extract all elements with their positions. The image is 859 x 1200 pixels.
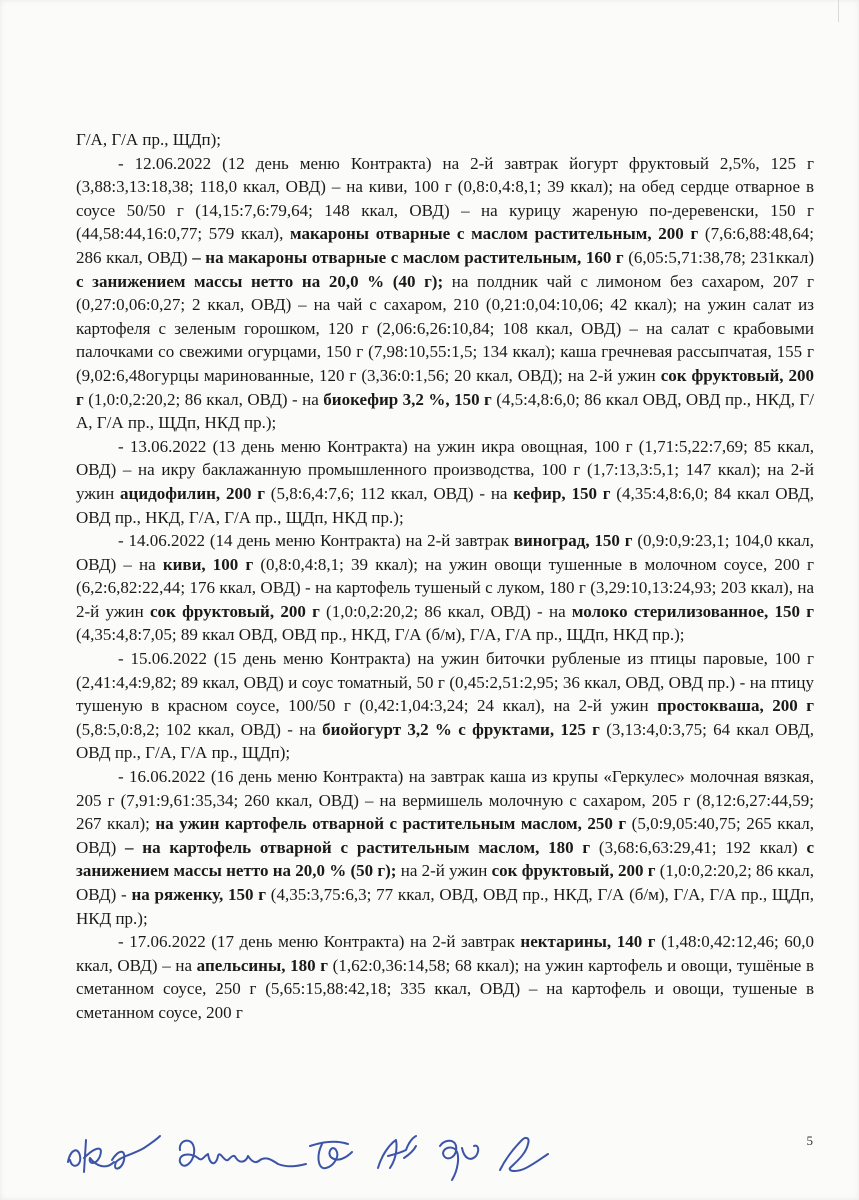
paragraph <box>76 930 814 1024</box>
bold-text-run: биокефир 3,2 %, 150 г <box>323 389 492 409</box>
bold-text-run: – на макароны отварные с маслом растительным, 160 г <box>192 247 624 267</box>
bold-text-run: – на картофель отварной с растительным маслом, 180 г <box>125 837 591 857</box>
bold-text-run: апельсины, 180 г <box>196 955 328 975</box>
text-run: - 17.06.2022 (17 день меню Контракта) на 2-й завтрак <box>118 932 521 952</box>
bold-text-run: на ряженку, 150 г <box>131 885 267 904</box>
text-run: (4,5:4,8:6,0; 86 ккал ОВД, ОВД пр., НКД, Г/А, Г/А пр., ЩДп, НКД пр.); <box>76 389 814 433</box>
bold-text-run: биойогурт 3,2 % с фруктами, 125 г <box>322 719 600 739</box>
paragraph <box>76 128 814 152</box>
signature-1 <box>68 1136 160 1172</box>
text-run: (0,9:0,9:23,1; 104,0 ккал, ОВД) – на <box>76 531 815 574</box>
text-run: (4,35:3,75:6,3; 77 ккал, ОВД, ОВД пр., НКД, Г/А (б/м), Г/А, Г/А пр., ЩДп, НКД пр.); <box>76 885 814 928</box>
text-run: - 16.06.2022 (16 день меню Контракта) на завтрак каша из крупы «Геркулес» молочная вязкая, 205 г (7,91:9,61:35,34; 260 ккал, ОВД) – на вермишель молочную с сахаром, 205 г (8,12:6,27:44,59; 267 ккал); <box>76 767 814 834</box>
text-run: на полдник чай с лимоном без сахаром, 207 г (0,27:0,06:0,27; 2 ккал, ОВД) – на чай с сахаром, 210 (0,21:0,04:10,06; 42 ккал); на ужин салат из картофеля с зеленым горошком, 120 г (2,06:6,26:10,84; 108 ккал, ОВД) – на салат с крабовыми палочками со свежими огурцами, 150 г (7,98:10,55:1,5; 134 ккал); каша гречневая рассыпчатая, 155 г (9,02:6,48огурцы маринованные, 120 г (3,36:0:1,56; 20 ккал, ОВД); на 2-й ужин <box>76 271 814 385</box>
page-number: 5 <box>806 1133 813 1148</box>
signatures-area <box>60 1110 620 1190</box>
bold-text-run: на ужин картофель отварной с растительным маслом, 250 г <box>155 814 627 834</box>
text-run: (5,0:9,05:40,75; 265 ккал, ОВД) <box>76 814 814 857</box>
document-body <box>76 128 814 1025</box>
text-run: (6,05:5,71:38,78; 231ккал) <box>623 247 814 267</box>
text-run: Г/А, Г/А пр., ЩДп); <box>76 130 221 149</box>
signature-6 <box>500 1138 548 1171</box>
bold-text-run: виноград, 150 г <box>513 531 633 551</box>
text-run: - 12.06.2022 (12 день меню Контракта) на 2-й завтрак йогурт фруктовый 2,5%, 125 г (3,88:3,13:18,38; 118,0 ккал, ОВД) – на киви, 100 г (0,8:0,4:8,1; 39 ккал); на обед сердце отварное в соусе 50/50 г (14,15:7,6:79,64; 148 ккал, ОВД) – на курицу жареную по-деревенски, 150 г (44,58:44,16:0,77; 579 ккал), <box>76 153 814 244</box>
text-run: - 13.06.2022 (13 день меню Контракта) на ужин икра овощная, 100 г (1,71:5,22:7,69; 85 ккал, ОВД) – на икру баклажанную промышленного производства, 100 г (1,7:13,3:5,1; 147 ккал); на 2-й ужин <box>76 436 814 503</box>
paragraph <box>76 765 814 930</box>
text-run: (3,68:6,63:29,41; 192 ккал) <box>590 837 807 857</box>
paragraph <box>76 435 814 529</box>
bold-text-run: с занижением массы нетто на 20,0 % (40 г); <box>76 271 444 291</box>
bold-text-run: киви, 100 г <box>162 554 254 574</box>
bold-text-run: сок фруктовый, 200 г <box>76 365 814 409</box>
text-run: (1,48:0,42:12,46; 60,0 ккал, ОВД) – на <box>76 932 815 975</box>
text-run: (1,0:0,2:20,2; 86 ккал, ОВД) - на <box>83 389 324 409</box>
signature-3 <box>310 1142 352 1168</box>
text-run: (5,8:6,4:7,6; 112 ккал, ОВД) - на <box>264 483 514 503</box>
bold-text-run: с занижением массы нетто на 20,0 % (50 г); <box>76 837 814 881</box>
bold-text-run: молоко стерилизованное, 150 г <box>571 601 814 621</box>
paragraph <box>76 647 814 765</box>
bold-text-run: простокваша, 200 г <box>657 696 814 716</box>
bold-text-run: сок фруктовый, 200 г <box>149 601 320 621</box>
text-run: (0,8:0,4:8,1; 39 ккал); на ужин овощи тушенные в молочном соусе, 200 г (6,2:6,82:22,44; 176 ккал, ОВД) - на картофель тушеный с луком, 180 г (3,29:10,13:24,93; 203 ккал), на 2-й ужин <box>76 554 814 621</box>
text-run: на 2-й ужин <box>396 861 492 881</box>
signature-2 <box>180 1141 306 1167</box>
signature-4 <box>378 1136 416 1168</box>
handwritten-signatures <box>60 1110 620 1190</box>
bold-text-run: сок фруктовый, 200 г <box>491 861 656 881</box>
bold-text-run: нектарины, 140 г <box>520 932 656 952</box>
text-run: (1,0:0,2:20,2; 86 ккал, ОВД) - <box>76 861 814 904</box>
text-run: (3,13:4,0:3,75; 64 ккал ОВД, ОВД пр., Г/А, Г/А пр., ЩДп); <box>76 719 814 763</box>
paragraph <box>76 529 814 647</box>
text-run: - 15.06.2022 (15 день меню Контракта) на ужин биточки рубленые из птицы паровые, 100 г (2,41:4,4:9,82; 89 ккал, ОВД) и соус томатный, 50 г (0,45:2,51:2,95; 36 ккал, ОВД, ОВД пр.) - на птицу тушеную в красном соусе, 100/50 г (0,42:1,04:3,24; 24 ккал), на 2-й ужин <box>76 649 814 716</box>
text-run: - 14.06.2022 (14 день меню Контракта) на 2-й завтрак <box>118 531 514 551</box>
scan-corner-mark <box>838 0 845 22</box>
text-run: (4,35:4,8:7,05; 89 ккал ОВД, ОВД пр., НКД, Г/А (б/м), Г/А, Г/А пр., ЩДп, НКД пр.); <box>76 625 685 645</box>
text-run: (4,35:4,8:6,0; 84 ккал ОВД, ОВД пр., НКД, Г/А, Г/А пр., ЩДп, НКД пр.); <box>76 483 815 527</box>
text-run: (1,62:0,36:14,58; 68 ккал); на ужин картофель и овощи, тушёные в сметанном соусе, 250 г (5,65:15,88:42,18; 335 ккал, ОВД) – на картофель и овощи, тушеные в сметанном соусе, 200 г <box>76 955 814 1022</box>
text-run: (1,0:0,2:20,2; 86 ккал, ОВД) - на <box>319 601 572 621</box>
signature-5 <box>440 1141 478 1180</box>
bold-text-run: кефир, 150 г <box>513 483 611 503</box>
paragraph <box>76 152 814 435</box>
bold-text-run: ацидофилин, 200 г <box>120 483 265 503</box>
text-run: (7,6:6,88:48,64; 286 ккал, ОВД) <box>76 224 814 267</box>
bold-text-run: макароны отварные с маслом растительным, 200 г <box>290 224 699 244</box>
text-run: (5,8:5,0:8,2; 102 ккал, ОВД) - на <box>76 719 323 739</box>
